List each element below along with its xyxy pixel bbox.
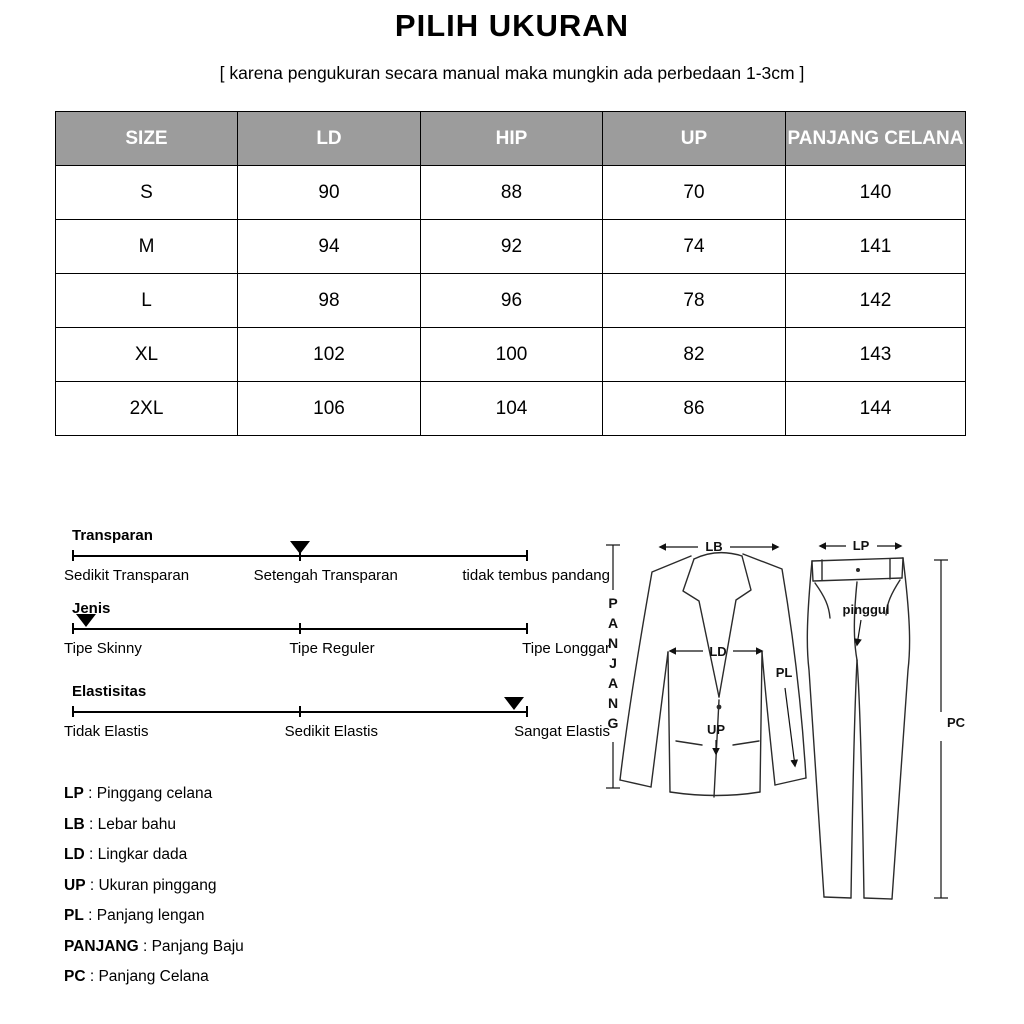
col-header-panjang-celana: PANJANG CELANA <box>786 112 966 166</box>
col-header-up: UP <box>603 112 786 166</box>
abbreviation-legend <box>64 779 244 993</box>
scale-transparan <box>64 527 610 584</box>
label-ld: LD <box>709 644 727 659</box>
legend-item-pc <box>64 962 244 993</box>
legend-desc: Panjang Baju <box>151 937 244 955</box>
legend-desc: Ukuran pinggang <box>98 876 217 894</box>
tick-right <box>526 550 528 561</box>
legend-separator: : <box>85 968 99 986</box>
pinggul-arrow <box>857 620 861 645</box>
table-cell: S <box>56 166 238 220</box>
scale-option: tidak tembus pandang <box>462 567 610 584</box>
table-cell: 142 <box>786 274 966 328</box>
tick-left <box>72 706 74 717</box>
table-cell: 78 <box>603 274 786 328</box>
label-panjang: P A N J A N G <box>607 595 619 731</box>
col-header-size: SIZE <box>56 112 238 166</box>
measurement-lines <box>606 545 948 898</box>
table-cell: 102 <box>238 328 421 382</box>
table-row-xl <box>56 328 966 382</box>
scale-elastisitas <box>64 683 610 740</box>
legend-abbr: LB <box>64 815 85 833</box>
legend-abbr: PL <box>64 907 84 925</box>
legend-separator: : <box>83 785 97 803</box>
label-pc: PC <box>946 715 966 730</box>
garment-measurement-diagram <box>580 520 1010 940</box>
legend-desc: Lebar bahu <box>97 815 177 833</box>
legend-item-lp <box>64 779 244 810</box>
legend-abbr: LP <box>64 785 84 803</box>
scale-marker-triangle <box>504 697 524 710</box>
page-subtitle: [ karena pengukuran secara manual maka mungkin ada perbedaan 1-3cm ] <box>219 63 805 83</box>
table-cell: 141 <box>786 220 966 274</box>
legend-separator: : <box>84 815 98 833</box>
table-row-s <box>56 166 966 220</box>
table-cell: 106 <box>238 382 421 436</box>
scale-option: Tidak Elastis <box>64 723 149 740</box>
legend-separator: : <box>83 907 97 925</box>
scale-option: Sangat Elastis <box>514 723 610 740</box>
table-cell: 86 <box>603 382 786 436</box>
scale-option: Sedikit Elastis <box>284 723 378 740</box>
scale-option: Setengah Transparan <box>253 567 398 584</box>
table-cell: 94 <box>238 220 421 274</box>
table-cell: 88 <box>421 166 603 220</box>
legend-item-pl <box>64 901 244 932</box>
table-cell: 74 <box>603 220 786 274</box>
table-row-m <box>56 220 966 274</box>
legend-item-lb <box>64 810 244 841</box>
legend-abbr: PC <box>64 968 86 986</box>
col-header-ld: LD <box>238 112 421 166</box>
label-pl: PL <box>775 665 793 680</box>
table-cell: M <box>56 220 238 274</box>
table-cell: 144 <box>786 382 966 436</box>
table-cell: 2XL <box>56 382 238 436</box>
table-cell: 90 <box>238 166 421 220</box>
legend-separator: : <box>138 937 152 955</box>
label-up: UP <box>706 722 726 737</box>
scale-jenis-track <box>72 628 528 630</box>
pl-arrow <box>785 688 795 766</box>
legend-item-up <box>64 871 244 902</box>
tick-right <box>526 706 528 717</box>
table-cell: 140 <box>786 166 966 220</box>
page-title: PILIH UKURAN <box>394 8 630 43</box>
table-cell: 104 <box>421 382 603 436</box>
tick-middle <box>299 706 301 717</box>
label-lp: LP <box>852 538 870 553</box>
table-cell: 98 <box>238 274 421 328</box>
legend-abbr: PANJANG <box>64 937 139 955</box>
legend-item-ld <box>64 840 244 871</box>
label-lb: LB <box>705 539 723 554</box>
table-row-l <box>56 274 966 328</box>
scale-option: Tipe Longgar <box>522 640 610 657</box>
scale-option: Tipe Reguler <box>289 640 375 657</box>
table-cell: XL <box>56 328 238 382</box>
legend-abbr: LD <box>64 846 85 864</box>
table-cell: 100 <box>421 328 603 382</box>
legend-desc: Pinggang celana <box>96 785 213 803</box>
legend-item-panjang <box>64 932 244 963</box>
table-row-2xl <box>56 382 966 436</box>
size-table <box>55 111 966 436</box>
size-table-header-row <box>56 112 966 166</box>
table-cell: 143 <box>786 328 966 382</box>
scale-jenis <box>64 600 610 657</box>
table-cell: 82 <box>603 328 786 382</box>
table-cell: L <box>56 274 238 328</box>
tick-right <box>526 623 528 634</box>
scale-jenis-title: Jenis <box>72 600 111 617</box>
legend-separator: : <box>84 846 98 864</box>
tick-left <box>72 623 74 634</box>
legend-desc: Panjang Celana <box>98 968 209 986</box>
table-cell: 96 <box>421 274 603 328</box>
tick-middle <box>299 623 301 634</box>
legend-separator: : <box>85 876 99 894</box>
table-cell: 70 <box>603 166 786 220</box>
scale-option: Tipe Skinny <box>64 640 142 657</box>
scale-elastisitas-title: Elastisitas <box>72 683 147 700</box>
legend-desc: Panjang lengan <box>96 907 205 925</box>
tick-left <box>72 550 74 561</box>
scale-marker-triangle <box>290 541 310 554</box>
table-cell: 92 <box>421 220 603 274</box>
scale-elastisitas-track <box>72 711 528 713</box>
scale-transparan-track <box>72 555 528 557</box>
col-header-hip: HIP <box>421 112 603 166</box>
legend-desc: Lingkar dada <box>97 846 188 864</box>
scale-marker-triangle <box>76 614 96 627</box>
label-pinggul: pinggul <box>842 602 890 617</box>
scale-option: Sedikit Transparan <box>64 567 190 584</box>
legend-abbr: UP <box>64 876 86 894</box>
scale-transparan-title: Transparan <box>72 527 153 544</box>
